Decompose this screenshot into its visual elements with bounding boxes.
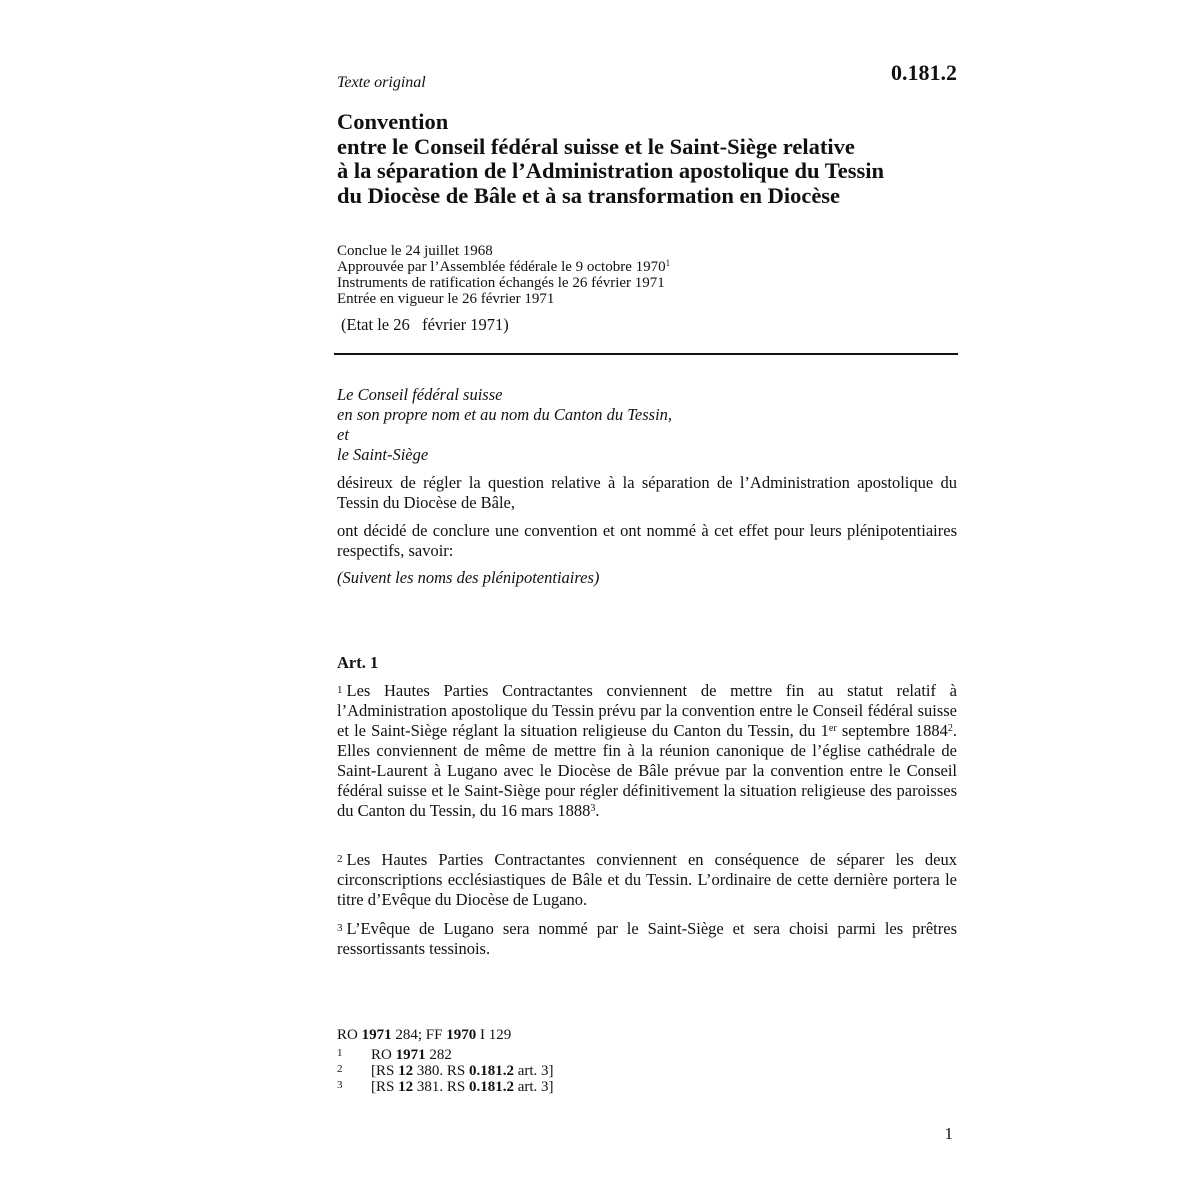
footnote-text: [RS 12 380. RS 0.181.2 art. 3] [371, 1063, 554, 1079]
article-heading: Art. 1 [337, 653, 379, 672]
footnote-number: 2 [337, 1063, 343, 1075]
article-paragraph: 3 L’Evêque de Lugano sera nommé par le Saint-Siège et sera choisi parmi les prêtres ressortissants tessinois. [337, 919, 957, 958]
title-line: Convention [337, 109, 449, 134]
paragraph-number: 3 [337, 922, 343, 934]
title-line: entre le Conseil fédéral suisse et le Saint-Siège relative [337, 133, 855, 159]
footnote-text: [RS 12 381. RS 0.181.2 art. 3] [371, 1079, 554, 1095]
entry-into-force-date: Entrée en vigueur le 26 février 1971 [337, 291, 555, 307]
footnote-number: 1 [337, 1047, 343, 1059]
title-line: du Diocèse de Bâle et à sa transformation en Diocèse [337, 182, 841, 208]
party-line: Le Conseil fédéral suisse [337, 385, 503, 404]
header-divider [334, 353, 958, 355]
document-title [337, 110, 957, 208]
article-paragraph: 1 Les Hautes Parties Contractantes conviennent de mettre fin au statut relatif à l’Administration apostolique du Tessin prévu par la convention entre le Conseil fédéral suisse et le Saint-Siège réglant la situation religieuse du Canton du Tessin, du 1er septembre 1884$^2$. Elles conviennent de même de mettre fin à la réunion canonique de l’église cathédrale de Saint-Laurent à Lugano avec le Diocèse de Bâle prévue par la convention entre le Conseil fédéral suisse et le Saint-Siège pour régler définitivement la situation religieuse des paroisses du Canton du Tessin, du 16 mars 1888$^3$. [337, 681, 957, 820]
article-paragraph: 2 Les Hautes Parties Contractantes conviennent en conséquence de séparer les deux circonscriptions ecclésiastiques de Bâle et du Tessin. L’ordinaire de cette dernière portera le titre d’Evêque du Diocèse de Lugano. [337, 850, 957, 909]
sr-number: 0.181.2 [891, 60, 957, 85]
paragraph-number: 2 [337, 853, 343, 865]
party-line: et [337, 425, 349, 444]
party-line: le Saint-Siège [337, 445, 429, 464]
plenipotentiaries-note: (Suivent les noms des plénipotentiaires) [337, 568, 600, 587]
concluded-date: Conclue le 24 juillet 1968 [337, 243, 493, 259]
preamble-desire: désireux de régler la question relative à la séparation de l’Administration apostolique du Tessin du Diocèse de Bâle, [337, 473, 957, 512]
page-number: 1 [944, 1124, 953, 1143]
status-date: (Etat le 26 février 1971) [341, 315, 509, 334]
original-text-label: Texte original [337, 74, 426, 91]
title-line: à la séparation de l’Administration apostolique du Tessin [337, 158, 884, 183]
enactment-metadata [337, 243, 957, 307]
party-line: en son propre nom et au nom du Canton du Tessin, [337, 405, 673, 424]
footnote-ref[interactable]: 3 [590, 803, 596, 814]
footnote-number: 3 [337, 1079, 343, 1091]
footnote-text: RO 1971 282 [371, 1047, 452, 1063]
paragraph-number: 1 [337, 684, 343, 696]
preamble-decision: ont décidé de conclure une convention et ont nommé à cet effet pour leurs plénipotentiaires respectifs, savoir: [337, 521, 957, 560]
approval-date: Approuvée par l’Assemblée fédérale le 9 octobre 1970$^1$ [337, 258, 671, 275]
footnote-ref[interactable]: 1 [665, 258, 671, 268]
ratification-date: Instruments de ratification échangés le 26 février 1971 [337, 275, 665, 291]
preamble-parties [337, 385, 957, 465]
footnote-ref[interactable]: 2 [947, 723, 953, 734]
official-compilation-reference: RO 1971 284; FF 1970 I 129 [337, 1027, 512, 1043]
